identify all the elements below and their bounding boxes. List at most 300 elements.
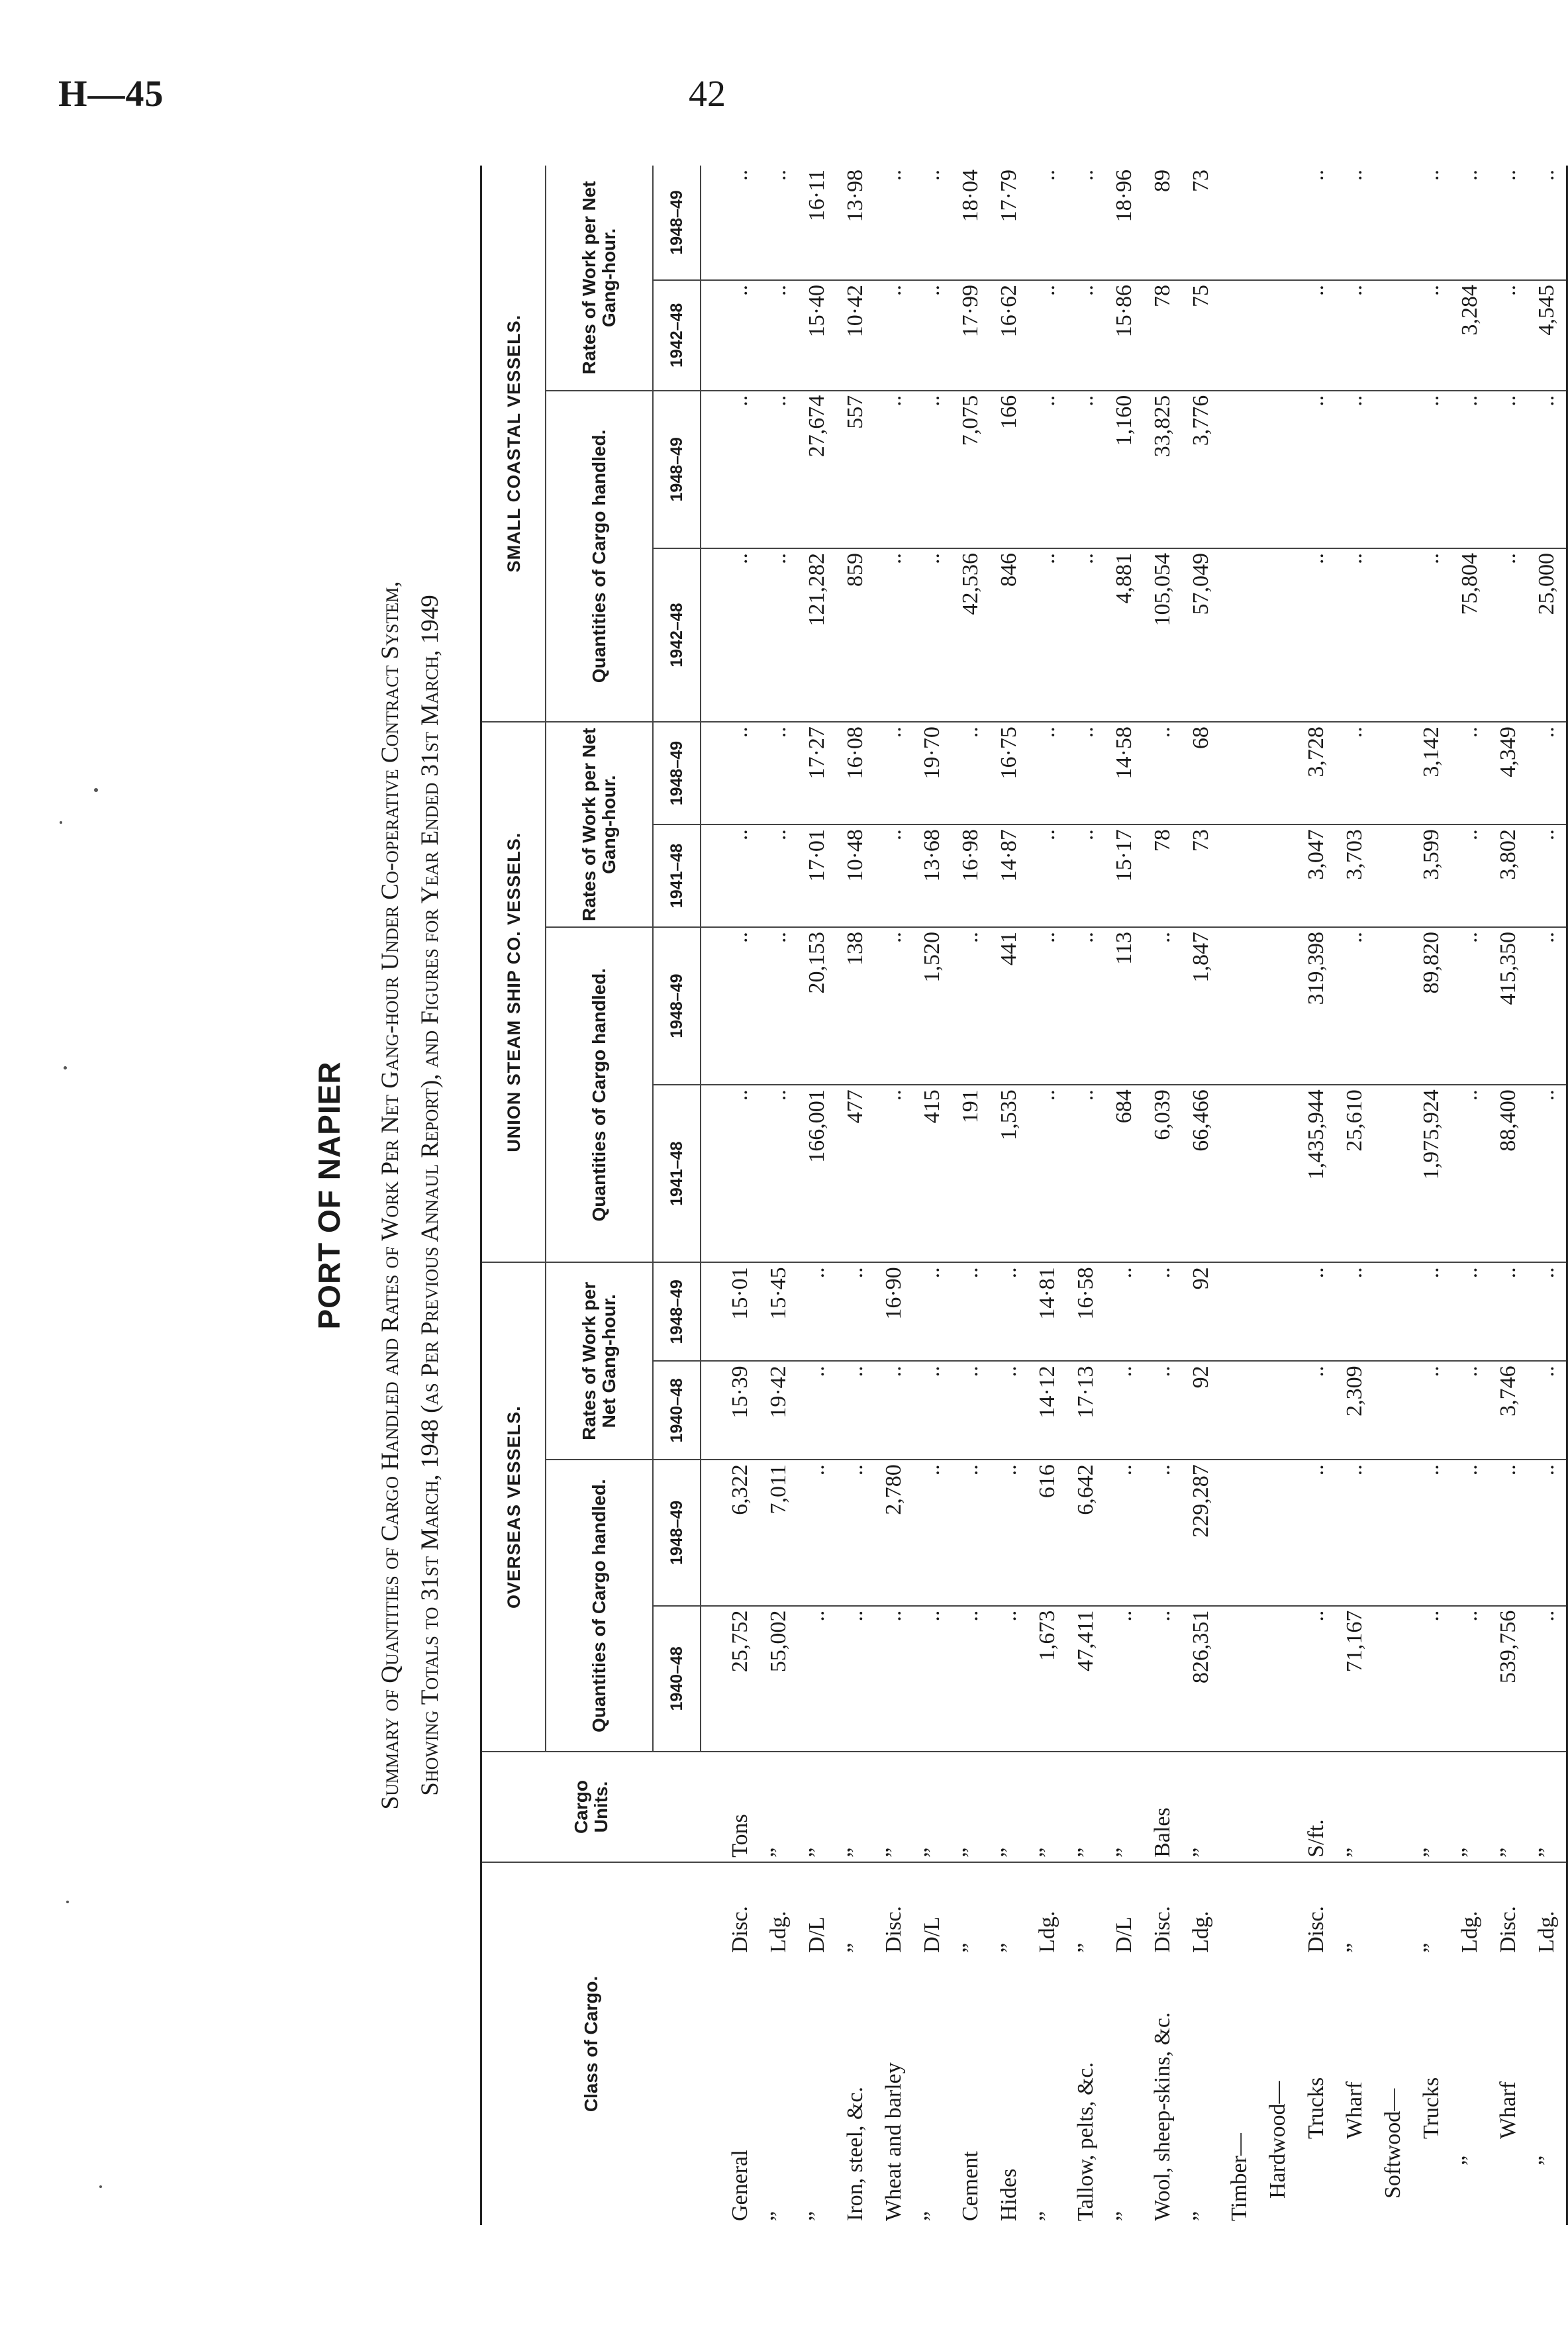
overseas-qty-1940-48-cell: .. bbox=[913, 1606, 952, 1752]
union-qty-1941-48-cell: 415 bbox=[913, 1085, 952, 1262]
cargo-units-cell: ” bbox=[1336, 1752, 1374, 1862]
union-qty-1948-49-cell: .. bbox=[1451, 927, 1489, 1085]
overseas-qty-1940-48-cell: .. bbox=[952, 1606, 990, 1752]
table-row bbox=[836, 166, 875, 2225]
coastal-rate-1948-49-cell: .. bbox=[1489, 166, 1528, 280]
coastal-qty-1942-48-cell: 859 bbox=[836, 548, 875, 722]
coastal-rate-1948-49-cell: 18·04 bbox=[952, 166, 990, 280]
scan-speck bbox=[99, 2185, 102, 2188]
coastal-qty-1948-49-cell: 1,160 bbox=[1105, 391, 1144, 548]
union-qty-1948-49-cell: 1,520 bbox=[913, 927, 952, 1085]
cargo-units-cell: ” bbox=[1451, 1752, 1489, 1862]
union-rate-1941-48-cell: 17·01 bbox=[798, 824, 836, 927]
operation-cell: Ldg. bbox=[1528, 1862, 1567, 1957]
overseas-rate-1940-48-cell: .. bbox=[1144, 1361, 1182, 1460]
class-of-cargo-cell: ” bbox=[1457, 2155, 1482, 2166]
coastal-qty-1948-49-cell: .. bbox=[1451, 391, 1489, 548]
overseas-qty-1948-49-cell: .. bbox=[990, 1460, 1028, 1605]
overseas-rate-1948-49-cell: .. bbox=[836, 1262, 875, 1361]
overseas-qty-1948-49-cell: 2,780 bbox=[875, 1460, 913, 1605]
coastal-quantities-header: Quantities of Cargo handled. bbox=[546, 391, 653, 722]
overseas-rate-1948-49-cell: .. bbox=[1528, 1262, 1567, 1361]
overseas-rate-1940-48-cell: .. bbox=[875, 1361, 913, 1460]
overseas-qty-1948-49-cell bbox=[1220, 1460, 1259, 1605]
overseas-qty-1940-48-cell bbox=[1374, 1606, 1412, 1752]
overseas-rate-1948-49-cell: .. bbox=[1412, 1262, 1451, 1361]
class-of-cargo-cell: Trucks bbox=[1419, 2077, 1444, 2139]
overseas-qty-1948-49-cell bbox=[1374, 1460, 1412, 1605]
overseas-rate-1948-49-cell bbox=[1259, 1262, 1297, 1361]
class-of-cargo-cell: General bbox=[727, 2150, 752, 2221]
class-of-cargo-cell: ” bbox=[1189, 2211, 1213, 2221]
union-qty-1948-49-cell: .. bbox=[701, 927, 760, 1085]
coastal-rate-1942-48-cell: .. bbox=[913, 280, 952, 391]
overseas-rate-1948-49-cell: .. bbox=[990, 1262, 1028, 1361]
overseas-qty-year-2: 1948–49 bbox=[653, 1460, 701, 1605]
class-of-cargo-cell: Tallow, pelts, &c. bbox=[1073, 2062, 1098, 2221]
overseas-rate-1948-49-cell: .. bbox=[1336, 1262, 1374, 1361]
overseas-qty-1940-48-cell bbox=[1259, 1606, 1297, 1752]
overseas-rate-1948-49-cell: 16·58 bbox=[1067, 1262, 1105, 1361]
union-rate-year-2: 1948–49 bbox=[653, 722, 701, 824]
cargo-units-cell: Tons bbox=[701, 1752, 760, 1862]
coastal-rates-header: Rates of Work per Net Gang-hour. bbox=[546, 166, 653, 391]
operation-cell: ” bbox=[997, 1942, 1021, 1953]
overseas-rate-1940-48-cell: 19·42 bbox=[760, 1361, 798, 1460]
coastal-qty-1942-48-cell: 25,000 bbox=[1528, 548, 1567, 722]
coastal-rate-1948-49-cell: 89 bbox=[1144, 166, 1182, 280]
coastal-rate-year-2: 1948–49 bbox=[653, 166, 701, 280]
class-of-cargo-cell: Wharf bbox=[1342, 2081, 1367, 2139]
class-of-cargo-cell: Wool, sheep-skins, &c. bbox=[1150, 2012, 1175, 2221]
union-qty-1941-48-cell: 1,435,944 bbox=[1297, 1085, 1336, 1262]
overseas-rate-1948-49-cell: 15·45 bbox=[760, 1262, 798, 1361]
cargo-units-cell: ” bbox=[1028, 1752, 1067, 1862]
overseas-rate-1948-49-cell: 16·90 bbox=[875, 1262, 913, 1361]
union-qty-1948-49-cell: .. bbox=[1067, 927, 1105, 1085]
overseas-qty-1948-49-cell: .. bbox=[913, 1460, 952, 1605]
coastal-rate-1942-48-cell: .. bbox=[760, 280, 798, 391]
coastal-rate-1948-49-cell bbox=[1259, 166, 1297, 280]
coastal-qty-1942-48-cell: .. bbox=[1489, 548, 1528, 722]
overseas-rate-1940-48-cell: .. bbox=[798, 1361, 836, 1460]
overseas-qty-1940-48-cell: 47,411 bbox=[1067, 1606, 1105, 1752]
coastal-qty-1942-48-cell: .. bbox=[701, 548, 760, 722]
coastal-rate-1942-48-cell: 3,284 bbox=[1451, 280, 1489, 391]
overseas-rate-1948-49-cell: 92 bbox=[1182, 1262, 1220, 1361]
cargo-units-cell: ” bbox=[875, 1752, 913, 1862]
union-rate-1948-49-cell: 3,142 bbox=[1412, 722, 1451, 824]
union-rate-1948-49-cell: .. bbox=[701, 722, 760, 824]
union-quantities-header: Quantities of Cargo handled. bbox=[546, 927, 653, 1262]
cargo-units-cell: Bales bbox=[1144, 1752, 1182, 1862]
union-rate-1941-48-cell: 14·87 bbox=[990, 824, 1028, 927]
scan-speck bbox=[66, 1901, 69, 1903]
union-qty-1948-49-cell: .. bbox=[875, 927, 913, 1085]
rotated-content bbox=[311, 166, 1559, 2225]
union-qty-1941-48-cell: .. bbox=[875, 1085, 913, 1262]
union-rate-1948-49-cell: 17·27 bbox=[798, 722, 836, 824]
page-reference: H—45 bbox=[58, 74, 164, 115]
scan-speck bbox=[94, 788, 98, 792]
coastal-qty-1948-49-cell: 33,825 bbox=[1144, 391, 1182, 548]
union-qty-year-2: 1948–49 bbox=[653, 927, 701, 1085]
cargo-units-cell: S/ft. bbox=[1297, 1752, 1336, 1862]
overseas-rate-1940-48-cell: .. bbox=[1451, 1361, 1489, 1460]
coastal-rate-1942-48-cell: 15·86 bbox=[1105, 280, 1144, 391]
overseas-rate-1940-48-cell bbox=[1374, 1361, 1412, 1460]
overseas-qty-1940-48-cell bbox=[1220, 1606, 1259, 1752]
union-rate-1941-48-cell: .. bbox=[875, 824, 913, 927]
union-qty-1941-48-cell: 25,610 bbox=[1336, 1085, 1374, 1262]
overseas-qty-1940-48-cell: .. bbox=[1528, 1606, 1567, 1752]
union-rate-1948-49-cell: .. bbox=[1028, 722, 1067, 824]
table-row bbox=[1336, 166, 1374, 2225]
union-rate-1948-49-cell: 3,728 bbox=[1297, 722, 1336, 824]
cargo-units-cell: ” bbox=[990, 1752, 1028, 1862]
operation-cell: ” bbox=[1342, 1942, 1367, 1953]
cargo-units-cell: ” bbox=[1067, 1752, 1105, 1862]
class-of-cargo-cell: Softwood— bbox=[1381, 2088, 1405, 2199]
coastal-qty-1948-49-cell: .. bbox=[1336, 391, 1374, 548]
overseas-qty-1940-48-cell: .. bbox=[990, 1606, 1028, 1752]
coastal-qty-1942-48-cell: 57,049 bbox=[1182, 548, 1220, 722]
coastal-rate-1942-48-cell: .. bbox=[1028, 280, 1067, 391]
union-rate-1948-49-cell: 19·70 bbox=[913, 722, 952, 824]
table-row bbox=[1528, 166, 1567, 2225]
union-rate-1941-48-cell bbox=[1259, 824, 1297, 927]
overseas-rate-1940-48-cell: 17·13 bbox=[1067, 1361, 1105, 1460]
overseas-qty-1940-48-cell: 71,167 bbox=[1336, 1606, 1374, 1752]
operation-cell bbox=[1259, 1862, 1297, 1957]
union-qty-1948-49-cell: 138 bbox=[836, 927, 875, 1085]
union-rate-1941-48-cell: 15·17 bbox=[1105, 824, 1144, 927]
overseas-rates-header: Rates of Work per Net Gang-hour. bbox=[546, 1262, 653, 1460]
operation-cell: D/L bbox=[805, 1917, 829, 1953]
class-of-cargo-cell: Timber— bbox=[1227, 2133, 1251, 2221]
table-row bbox=[1105, 166, 1144, 2225]
coastal-qty-1948-49-cell: .. bbox=[701, 391, 760, 548]
coastal-qty-1942-48-cell: .. bbox=[1412, 548, 1451, 722]
overseas-rate-1940-48-cell bbox=[1220, 1361, 1259, 1460]
operation-cell: Ldg. bbox=[766, 1911, 791, 1953]
coastal-rate-1948-49-cell: .. bbox=[1067, 166, 1105, 280]
overseas-qty-1948-49-cell: .. bbox=[1144, 1460, 1182, 1605]
table-row bbox=[760, 166, 798, 2225]
union-rate-1941-48-cell: 73 bbox=[1182, 824, 1220, 927]
union-rate-1948-49-cell: .. bbox=[875, 722, 913, 824]
coastal-rate-1948-49-cell: .. bbox=[760, 166, 798, 280]
operation-cell: D/L bbox=[1112, 1917, 1136, 1953]
union-rate-1941-48-cell: .. bbox=[1451, 824, 1489, 927]
coastal-rate-1948-49-cell: .. bbox=[701, 166, 760, 280]
overseas-rate-1948-49-cell: .. bbox=[798, 1262, 836, 1361]
overseas-qty-1948-49-cell: 6,322 bbox=[701, 1460, 760, 1605]
overseas-rate-1948-49-cell: .. bbox=[1297, 1262, 1336, 1361]
coastal-rate-1942-48-cell: 4,545 bbox=[1528, 280, 1567, 391]
coastal-qty-1942-48-cell: .. bbox=[1297, 548, 1336, 722]
coastal-rate-1942-48-cell: 78 bbox=[1144, 280, 1182, 391]
union-qty-1941-48-cell: 166,001 bbox=[798, 1085, 836, 1262]
coastal-rate-1948-49-cell: .. bbox=[875, 166, 913, 280]
operation-cell: Disc. bbox=[1150, 1906, 1175, 1953]
coastal-rate-1948-49-cell bbox=[1220, 166, 1259, 280]
union-rate-1941-48-cell: .. bbox=[1067, 824, 1105, 927]
overseas-rate-1948-49-cell: .. bbox=[1105, 1262, 1144, 1361]
overseas-rate-1940-48-cell: 15·39 bbox=[701, 1361, 760, 1460]
overseas-rate-1940-48-cell: .. bbox=[836, 1361, 875, 1460]
class-of-cargo-cell: ” bbox=[920, 2211, 944, 2221]
coastal-qty-1948-49-cell bbox=[1220, 391, 1259, 548]
union-qty-1941-48-cell: 1,975,924 bbox=[1412, 1085, 1451, 1262]
union-rate-1948-49-cell: .. bbox=[1336, 722, 1374, 824]
table-row bbox=[1374, 166, 1412, 2225]
union-qty-1948-49-cell: .. bbox=[1028, 927, 1067, 1085]
coastal-qty-1942-48-cell: 846 bbox=[990, 548, 1028, 722]
union-qty-1941-48-cell: 66,466 bbox=[1182, 1085, 1220, 1262]
overseas-qty-1940-48-cell: .. bbox=[836, 1606, 875, 1752]
coastal-rate-1942-48-cell: .. bbox=[1412, 280, 1451, 391]
union-rate-1948-49-cell bbox=[1259, 722, 1297, 824]
union-qty-1941-48-cell: 477 bbox=[836, 1085, 875, 1262]
coastal-qty-1942-48-cell: .. bbox=[1028, 548, 1067, 722]
operation-cell: ” bbox=[1073, 1942, 1098, 1953]
class-of-cargo-cell: Hardwood— bbox=[1265, 2081, 1290, 2199]
class-of-cargo-cell: ” bbox=[1112, 2211, 1136, 2221]
class-of-cargo-header: Class of Cargo. bbox=[481, 1862, 701, 2225]
coastal-rate-1942-48-cell bbox=[1220, 280, 1259, 391]
coastal-qty-1942-48-cell: .. bbox=[1336, 548, 1374, 722]
overseas-rate-year-1: 1940–48 bbox=[653, 1361, 701, 1460]
overseas-qty-1948-49-cell: 6,642 bbox=[1067, 1460, 1105, 1605]
cargo-units-cell: ” bbox=[1528, 1752, 1567, 1862]
overseas-qty-1948-49-cell: 7,011 bbox=[760, 1460, 798, 1605]
coastal-rate-1942-48-cell: .. bbox=[1336, 280, 1374, 391]
union-qty-year-1: 1941–48 bbox=[653, 1085, 701, 1262]
coastal-rate-1948-49-cell: 17·79 bbox=[990, 166, 1028, 280]
cargo-summary-table bbox=[480, 166, 1568, 2225]
overseas-qty-1948-49-cell: .. bbox=[798, 1460, 836, 1605]
class-of-cargo-cell: Trucks bbox=[1304, 2077, 1328, 2139]
coastal-rate-1942-48-cell: .. bbox=[1489, 280, 1528, 391]
coastal-rate-1948-49-cell: .. bbox=[1451, 166, 1489, 280]
overseas-qty-1940-48-cell: 25,752 bbox=[701, 1606, 760, 1752]
coastal-rate-1942-48-cell bbox=[1374, 280, 1412, 391]
overseas-rate-1948-49-cell: .. bbox=[952, 1262, 990, 1361]
table-row bbox=[913, 166, 952, 2225]
union-qty-1941-48-cell: .. bbox=[701, 1085, 760, 1262]
operation-cell: Ldg. bbox=[1457, 1911, 1482, 1953]
overseas-qty-1948-49-cell: .. bbox=[1528, 1460, 1567, 1605]
union-qty-1941-48-cell: .. bbox=[1528, 1085, 1567, 1262]
cargo-units-cell: ” bbox=[798, 1752, 836, 1862]
coastal-qty-1948-49-cell: .. bbox=[1067, 391, 1105, 548]
overseas-qty-1940-48-cell: .. bbox=[798, 1606, 836, 1752]
overseas-rate-1940-48-cell: .. bbox=[1297, 1361, 1336, 1460]
page-number: 42 bbox=[689, 74, 726, 115]
overseas-rate-1940-48-cell bbox=[1259, 1361, 1297, 1460]
coastal-qty-year-1: 1942–48 bbox=[653, 548, 701, 722]
table-row bbox=[875, 166, 913, 2225]
table-row bbox=[701, 166, 760, 2225]
coastal-qty-1948-49-cell: 27,674 bbox=[798, 391, 836, 548]
coastal-rate-1942-48-cell: .. bbox=[701, 280, 760, 391]
overseas-qty-1940-48-cell: .. bbox=[1412, 1606, 1451, 1752]
overseas-rate-1948-49-cell: .. bbox=[1451, 1262, 1489, 1361]
union-rate-1948-49-cell: .. bbox=[760, 722, 798, 824]
coastal-qty-1948-49-cell bbox=[1259, 391, 1297, 548]
overseas-qty-1948-49-cell: .. bbox=[1105, 1460, 1144, 1605]
overseas-qty-1948-49-cell bbox=[1259, 1460, 1297, 1605]
overseas-qty-1948-49-cell: .. bbox=[1412, 1460, 1451, 1605]
operation-cell: Disc. bbox=[881, 1906, 906, 1953]
table-row bbox=[1220, 166, 1259, 2225]
operation-cell: Ldg. bbox=[1189, 1911, 1213, 1953]
union-rate-1948-49-cell bbox=[1220, 722, 1259, 824]
union-qty-1948-49-cell: 319,398 bbox=[1297, 927, 1336, 1085]
union-rate-1941-48-cell: 3,802 bbox=[1489, 824, 1528, 927]
coastal-qty-1948-49-cell: .. bbox=[760, 391, 798, 548]
coastal-rate-1948-49-cell: .. bbox=[1528, 166, 1567, 280]
overseas-rate-1940-48-cell: .. bbox=[1528, 1361, 1567, 1460]
table-row bbox=[1412, 166, 1451, 2225]
coastal-qty-1948-49-cell: .. bbox=[1528, 391, 1567, 548]
union-rate-1948-49-cell: .. bbox=[1528, 722, 1567, 824]
union-qty-1941-48-cell bbox=[1374, 1085, 1412, 1262]
coastal-qty-1942-48-cell bbox=[1259, 548, 1297, 722]
union-rate-1941-48-cell: 3,047 bbox=[1297, 824, 1336, 927]
union-qty-1948-49-cell: .. bbox=[1528, 927, 1567, 1085]
union-rate-1941-48-cell bbox=[1374, 824, 1412, 927]
overseas-qty-1940-48-cell: .. bbox=[1451, 1606, 1489, 1752]
cargo-units-cell: ” bbox=[1412, 1752, 1451, 1862]
overseas-rate-1948-49-cell bbox=[1220, 1262, 1259, 1361]
overseas-vessels-header: OVERSEAS VESSELS. bbox=[481, 1262, 546, 1752]
overseas-rate-1940-48-cell: 92 bbox=[1182, 1361, 1220, 1460]
union-rate-1941-48-cell: 3,703 bbox=[1336, 824, 1374, 927]
overseas-qty-year-1: 1940–48 bbox=[653, 1606, 701, 1752]
coastal-qty-1948-49-cell: .. bbox=[1412, 391, 1451, 548]
coastal-rate-1948-49-cell: 18·96 bbox=[1105, 166, 1144, 280]
union-rate-1948-49-cell bbox=[1374, 722, 1412, 824]
union-qty-1941-48-cell: 88,400 bbox=[1489, 1085, 1528, 1262]
class-of-cargo-cell: Iron, steel, &c. bbox=[843, 2087, 867, 2221]
overseas-rate-1948-49-cell bbox=[1374, 1262, 1412, 1361]
coastal-rate-1942-48-cell: 75 bbox=[1182, 280, 1220, 391]
overseas-quantities-header: Quantities of Cargo handled. bbox=[546, 1460, 653, 1752]
table-row bbox=[1297, 166, 1336, 2225]
coastal-rate-year-1: 1942–48 bbox=[653, 280, 701, 391]
union-qty-1948-49-cell: 89,820 bbox=[1412, 927, 1451, 1085]
union-qty-1948-49-cell bbox=[1374, 927, 1412, 1085]
coastal-rate-1948-49-cell: .. bbox=[1297, 166, 1336, 280]
union-qty-1941-48-cell: .. bbox=[760, 1085, 798, 1262]
coastal-rate-1948-49-cell: .. bbox=[1412, 166, 1451, 280]
coastal-rate-1942-48-cell: 17·99 bbox=[952, 280, 990, 391]
coastal-qty-1942-48-cell: .. bbox=[913, 548, 952, 722]
overseas-rate-1940-48-cell: .. bbox=[990, 1361, 1028, 1460]
union-rate-1948-49-cell: 16·75 bbox=[990, 722, 1028, 824]
union-rate-1948-49-cell: 16·08 bbox=[836, 722, 875, 824]
cargo-units-header: Cargo Units. bbox=[481, 1752, 701, 1862]
class-of-cargo-cell: ” bbox=[1528, 1957, 1567, 2225]
coastal-qty-1942-48-cell: .. bbox=[760, 548, 798, 722]
coastal-qty-1948-49-cell: .. bbox=[1297, 391, 1336, 548]
coastal-qty-1948-49-cell bbox=[1374, 391, 1412, 548]
coastal-qty-1948-49-cell: 166 bbox=[990, 391, 1028, 548]
coastal-rate-1942-48-cell bbox=[1259, 280, 1297, 391]
union-rate-year-1: 1941–48 bbox=[653, 824, 701, 927]
union-qty-1948-49-cell: .. bbox=[1336, 927, 1374, 1085]
cargo-units-cell: ” bbox=[1105, 1752, 1144, 1862]
union-rate-1948-49-cell: .. bbox=[1067, 722, 1105, 824]
overseas-qty-1940-48-cell: .. bbox=[875, 1606, 913, 1752]
overseas-rate-1940-48-cell: 14·12 bbox=[1028, 1361, 1067, 1460]
overseas-qty-1940-48-cell: 826,351 bbox=[1182, 1606, 1220, 1752]
union-qty-1941-48-cell: 684 bbox=[1105, 1085, 1144, 1262]
union-qty-1941-48-cell: .. bbox=[1451, 1085, 1489, 1262]
union-qty-1941-48-cell: .. bbox=[1028, 1085, 1067, 1262]
cargo-units-cell bbox=[1374, 1752, 1412, 1862]
coastal-rate-1948-49-cell: 73 bbox=[1182, 166, 1220, 280]
union-qty-1941-48-cell: 1,535 bbox=[990, 1085, 1028, 1262]
union-rate-1941-48-cell bbox=[1220, 824, 1259, 927]
overseas-qty-1948-49-cell: 229,287 bbox=[1182, 1460, 1220, 1605]
class-of-cargo-cell: ” bbox=[766, 2211, 791, 2221]
coastal-rate-1942-48-cell: .. bbox=[1297, 280, 1336, 391]
cargo-units-cell: ” bbox=[913, 1752, 952, 1862]
union-rate-1948-49-cell: .. bbox=[1451, 722, 1489, 824]
coastal-rate-1942-48-cell: .. bbox=[1067, 280, 1105, 391]
overseas-qty-1948-49-cell: .. bbox=[952, 1460, 990, 1605]
operation-cell: ” bbox=[843, 1942, 867, 1953]
overseas-rate-1940-48-cell: 2,309 bbox=[1336, 1361, 1374, 1460]
table-row bbox=[1144, 166, 1182, 2225]
table-row bbox=[990, 166, 1028, 2225]
union-rate-1948-49-cell: 4,349 bbox=[1489, 722, 1528, 824]
overseas-rate-year-2: 1948–49 bbox=[653, 1262, 701, 1361]
union-qty-1948-49-cell: .. bbox=[1144, 927, 1182, 1085]
coastal-qty-1942-48-cell: .. bbox=[1067, 548, 1105, 722]
overseas-qty-1940-48-cell: .. bbox=[1105, 1606, 1144, 1752]
coastal-qty-1948-49-cell: 3,776 bbox=[1182, 391, 1220, 548]
operation-cell: ” bbox=[958, 1942, 983, 1953]
small-coastal-vessels-header: SMALL COASTAL VESSELS. bbox=[481, 166, 546, 722]
union-rate-1941-48-cell: 10·48 bbox=[836, 824, 875, 927]
union-qty-1948-49-cell bbox=[1220, 927, 1259, 1085]
coastal-rate-1948-49-cell: 13·98 bbox=[836, 166, 875, 280]
subtitle-line-1: Summary of Quantities of Cargo Handled and Rates of Work Per Net Gang-hour Under Co-operative Contract System, bbox=[377, 581, 404, 1810]
union-qty-1941-48-cell: .. bbox=[1067, 1085, 1105, 1262]
union-rate-1948-49-cell: 68 bbox=[1182, 722, 1220, 824]
cargo-units-cell: ” bbox=[1489, 1752, 1528, 1862]
overseas-rate-1940-48-cell: .. bbox=[1412, 1361, 1451, 1460]
cargo-units-cell bbox=[1220, 1752, 1259, 1862]
union-rate-1948-49-cell: 14·58 bbox=[1105, 722, 1144, 824]
union-steam-ship-header: UNION STEAM SHIP CO. VESSELS. bbox=[481, 722, 546, 1262]
union-qty-1941-48-cell bbox=[1220, 1085, 1259, 1262]
union-qty-1948-49-cell: 20,153 bbox=[798, 927, 836, 1085]
union-rate-1941-48-cell: 16·98 bbox=[952, 824, 990, 927]
coastal-qty-1942-48-cell: 4,881 bbox=[1105, 548, 1144, 722]
scan-speck bbox=[64, 1066, 67, 1070]
overseas-qty-1948-49-cell: .. bbox=[1336, 1460, 1374, 1605]
coastal-qty-1942-48-cell: 105,054 bbox=[1144, 548, 1182, 722]
overseas-rate-1940-48-cell: .. bbox=[913, 1361, 952, 1460]
coastal-rate-1948-49-cell: .. bbox=[913, 166, 952, 280]
union-qty-1948-49-cell: .. bbox=[760, 927, 798, 1085]
union-rate-1941-48-cell: 13·68 bbox=[913, 824, 952, 927]
